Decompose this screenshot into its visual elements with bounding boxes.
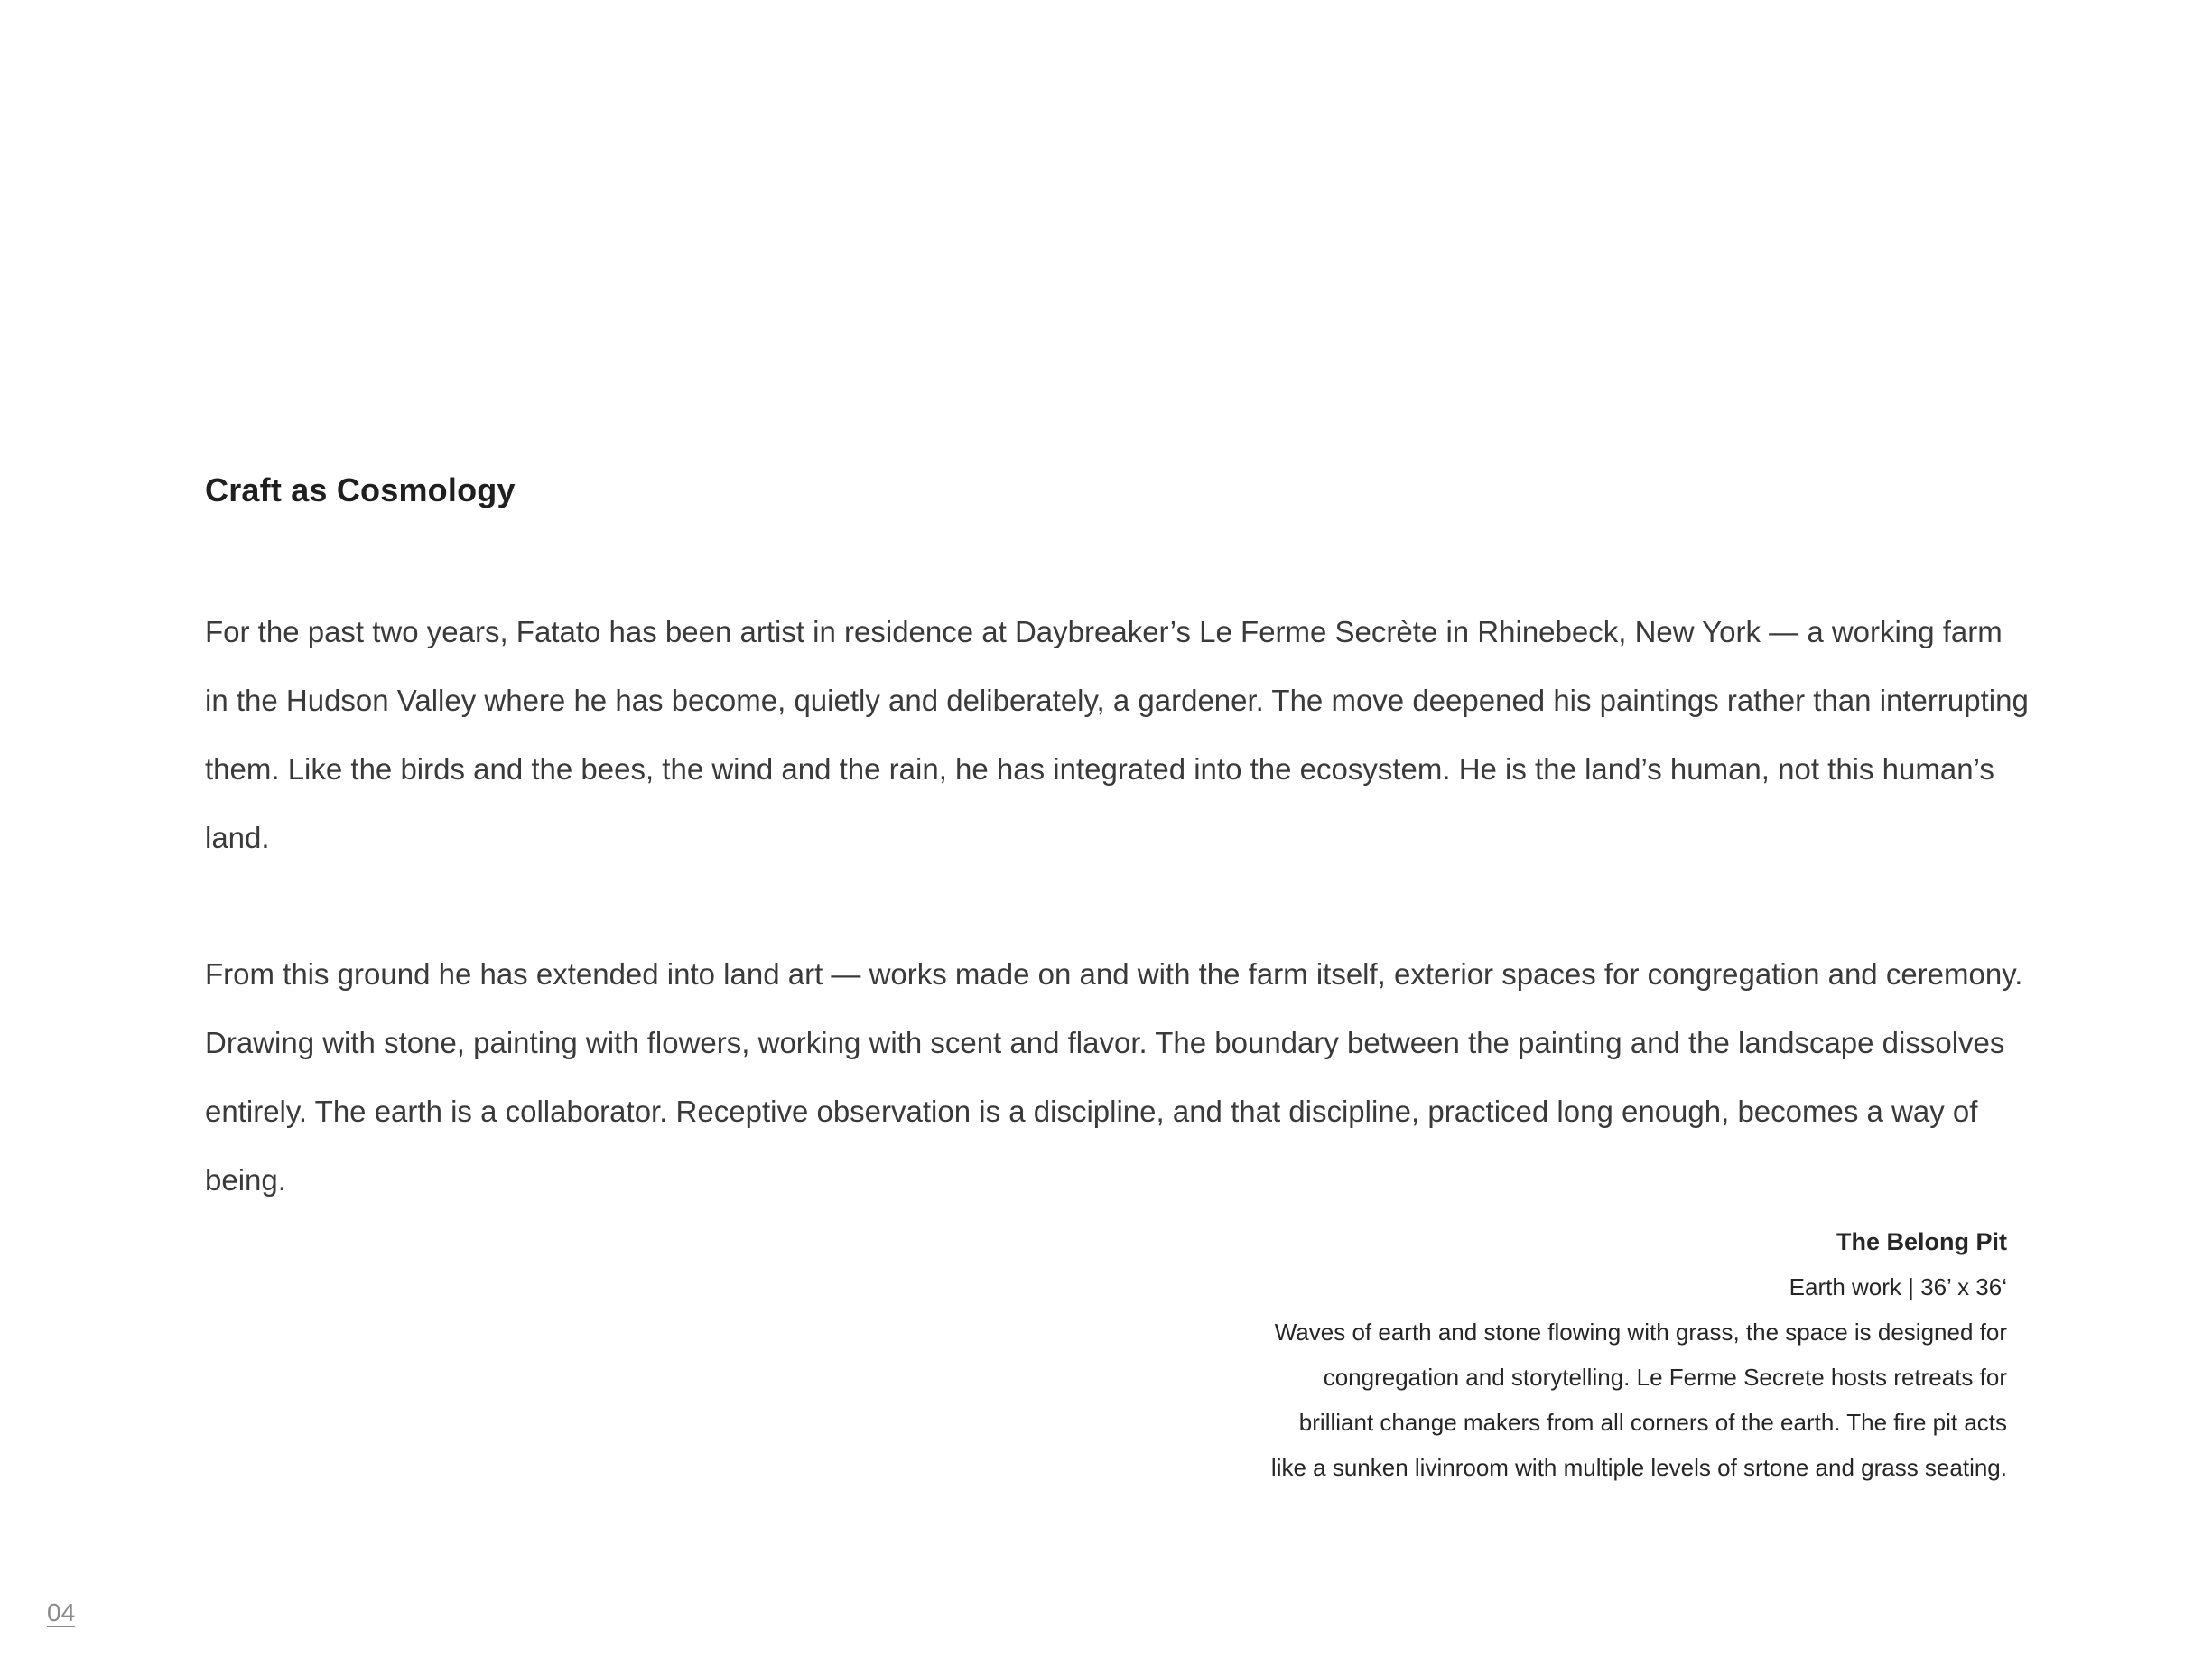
artwork-medium: Earth work | 36’ x 36‘ — [1789, 1273, 2007, 1300]
artwork-description-line: congregation and storytelling. Le Ferme Secrete hosts retreats for — [1323, 1364, 2007, 1391]
page-number: 04 — [47, 1598, 76, 1626]
artwork-description-line: brilliant change makers from all corners of the earth. The fire pit acts — [1298, 1409, 2007, 1436]
section-heading: Craft as Cosmology — [205, 471, 516, 508]
body-paragraph-2: From this ground he has extended into land art — works made on and with the farm itself, exterior spaces for congregation and ceremony. Drawing with stone, painting with flowers, working with scent and flavor. The boundary between the painting and the landscape dissolves entirely. The earth is a collaborator. Receptive observation is a discipline, and that discipline, practiced long enough, becomes a way of being. — [205, 957, 2023, 1197]
artwork-description-line: like a sunken livinroom with multiple levels of srtone and grass seating. — [1270, 1454, 2007, 1481]
artwork-title: The Belong Pit — [1836, 1228, 2007, 1255]
body-paragraph-1: For the past two years, Fatato has been artist in residence at Daybreaker’s Le Ferme Secrète in Rhinebeck, New York — a working farm in the Hudson Valley where he has become, quietly and deliberately, a gardener. The move deepened his paintings rather than interrupting them. Like the birds and the bees, the wind and the rain, he has integrated into the ecosystem. He is the land’s human, not this human’s land. — [205, 615, 2029, 854]
artwork-description-line: Waves of earth and stone flowing with grass, the space is designed for — [1274, 1319, 2007, 1346]
artwork-caption — [1149, 1219, 2007, 1490]
